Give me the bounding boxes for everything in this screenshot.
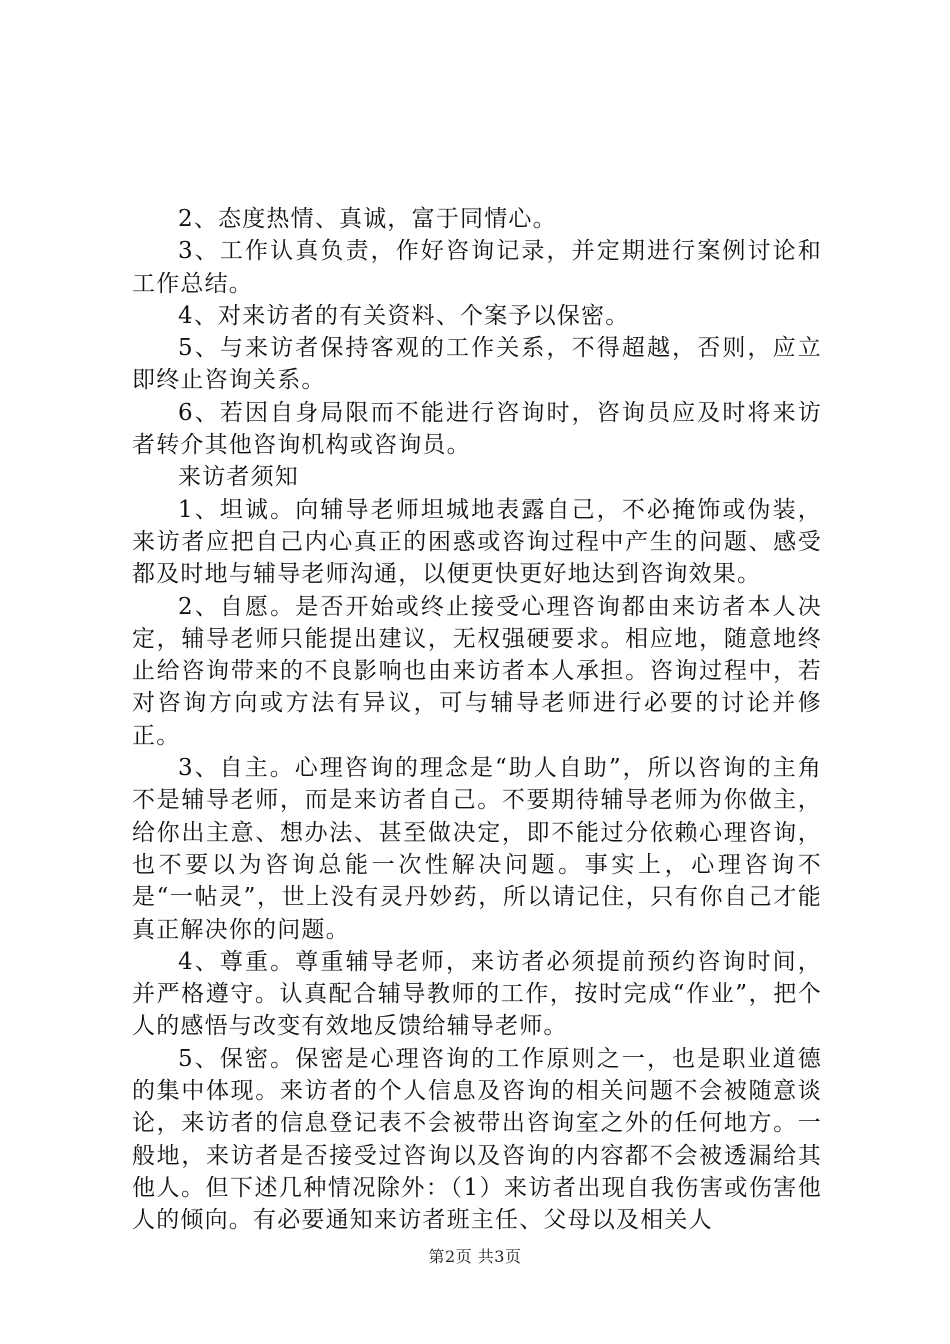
paragraph-item-5-relationship: 5、与来访者保持客观的工作关系，不得超越，否则，应立即终止咨询关系。 [132, 335, 822, 394]
paragraph-visitor-2-voluntary: 2、自愿。是否开始或终止接受心理咨询都由来访者本人决定，辅导老师只能提出建议，无权强硬要求。相应地，随意地终止给咨询带来的不良影响也由来访者本人承担。咨询过程中，若对咨询方向或方法有异议，可与辅导老师进行必要的讨论并修正。 [132, 593, 822, 749]
paragraph-item-4-confidentiality: 4、对来访者的有关资料、个案予以保密。 [178, 302, 630, 329]
paragraph-visitor-1-honesty: 1、坦诚。向辅导老师坦城地表露自己，不必掩饰或伪装，来访者应把自己内心真正的困惑或咨询过程中产生的问题、感受都及时地与辅导老师沟通，以便更快更好地达到咨询效果。 [132, 496, 822, 588]
paragraph-item-6-referral: 6、若因自身局限而不能进行咨询时，咨询员应及时将来访者转介其他咨询机构或咨询员。 [132, 399, 822, 459]
paragraph-visitor-3-autonomy: 3、自主。心理咨询的理念是“助人自助”，所以咨询的主角不是辅导老师，而是来访者自己。不要期待辅导老师为你做主，给你出主意、想办法、甚至做决定，即不能过分依赖心理咨询，也不要以为咨询总能一次性解决问题。事实上，心理咨询不是“一帖灵”，世上没有灵丹妙药，所以请记住，只有你自己才能真正解决你的问题。 [132, 755, 822, 943]
paragraph-visitor-5-confidentiality: 5、保密。保密是心理咨询的工作原则之一，也是职业道德的集中体现。来访者的个人信息及咨询的相关问题不会被随意谈论，来访者的信息登记表不会被带出咨询室之外的任何地方。一般地，来访者是否接受过咨询以及咨询的内容都不会被透漏给其他人。但下述几种情况除外：（1）来访者出现自我伤害或伤害他人的倾向。有必要通知来访者班主任、父母以及相关人 [132, 1045, 822, 1234]
document-body [132, 203, 822, 1237]
section-heading-visitor-notice: 来访者须知 [178, 464, 299, 491]
page-number-footer: 第2页 共3页 [428, 1247, 522, 1266]
paragraph-item-2-attitude: 2、态度热情、真诚，富于同情心。 [178, 206, 557, 232]
paragraph-item-3-records: 3、工作认真负责，作好咨询记录，并定期进行案例讨论和工作总结。 [132, 238, 822, 297]
paragraph-visitor-4-respect: 4、尊重。尊重辅导老师，来访者必须提前预约咨询时间，并严格遵守。认真配合辅导教师的工作，按时完成“作业”，把个人的感悟与改变有效地反馈给辅导老师。 [132, 948, 822, 1040]
